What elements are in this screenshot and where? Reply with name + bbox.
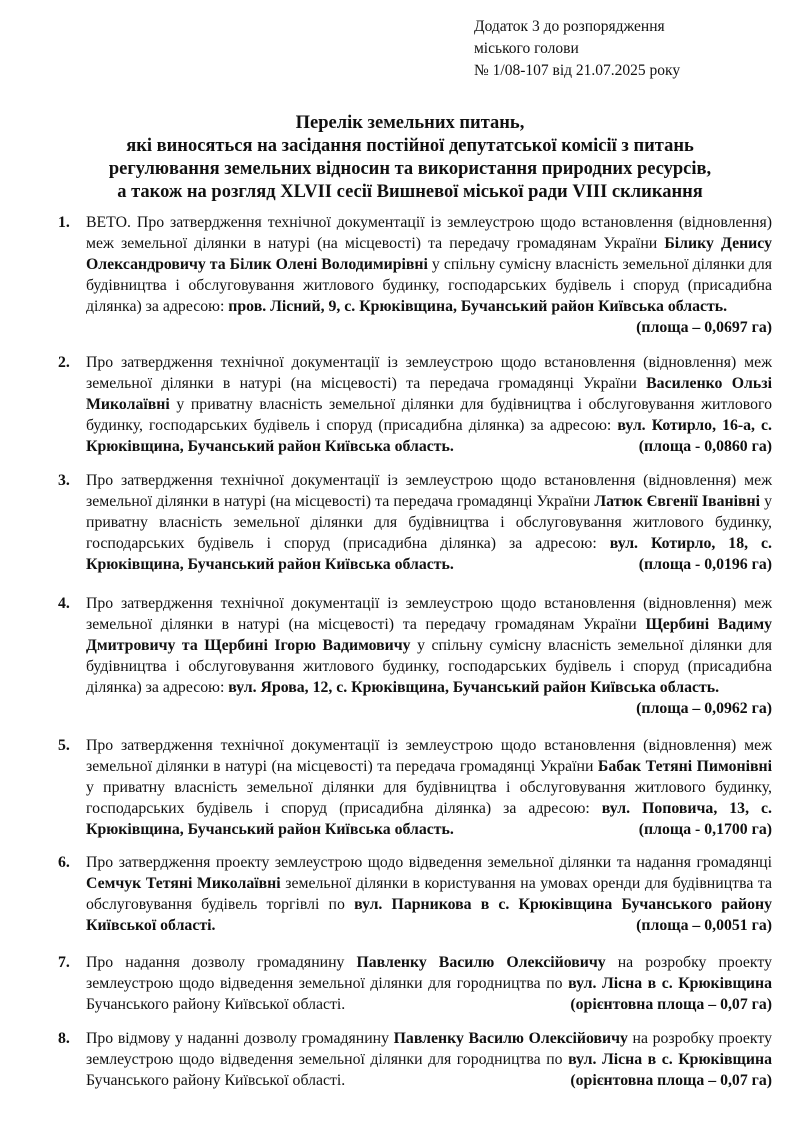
item-address: вул. Поповича, 13, с. Крюківщина, Бучанський район Київська область. bbox=[86, 800, 772, 838]
item-area: (площа - 0,1700 га) bbox=[638, 821, 772, 838]
list-item bbox=[58, 852, 772, 936]
item-area: (площа – 0,0697 га) bbox=[636, 319, 772, 336]
item-text: Про відмову у наданні дозволу громадянину bbox=[86, 1030, 394, 1047]
item-text-cont: у приватну власність земельної ділянки для будівництва і обслуговування житлового будинку, господарських будівель і споруд (присадибна ділянка) за адресою: bbox=[86, 396, 772, 434]
document-title bbox=[40, 112, 780, 204]
item-text-cont: у приватну власність земельної ділянки для будівництва і обслуговування житлового будинку, господарських будівель і споруд (присадибна ділянка) за адресою: bbox=[86, 493, 772, 552]
item-text-cont: у спільну сумісну власність земельної ділянки для будівництва і обслуговування житлового будинку, господарських будівель і споруд (присадибна ділянка) за адресою: bbox=[86, 256, 772, 315]
item-person: Павленку Василю Олексійовичу bbox=[356, 954, 606, 971]
item-text-tail: Бучанського району Київської області. bbox=[86, 1072, 346, 1089]
item-text: Про затвердження технічної документації із землеустрою щодо встановлення (відновлення) меж земельної ділянки в натурі (на місцевості) та передача громадянці України bbox=[86, 472, 772, 510]
item-person: Білику Денису Олександровичу та Білик Олені Володимирівні bbox=[86, 235, 772, 273]
list-item bbox=[58, 470, 772, 575]
item-text: Про затвердження технічної документації із землеустрою щодо встановлення (відновлення) меж земельної ділянки в натурі (на місцевості) та передача громадянці України bbox=[86, 737, 772, 775]
item-area: (орієнтовна площа – 0,07 га) bbox=[570, 1072, 772, 1089]
title-line-2: які виносяться на засідання постійної депутатської комісії з питань bbox=[126, 136, 694, 156]
item-text-cont: на розробку проекту землеустрою щодо відведення земельної ділянки для городництва по bbox=[86, 954, 772, 992]
item-number: 4. bbox=[58, 595, 70, 612]
item-number: 7. bbox=[58, 954, 70, 971]
item-number: 1. bbox=[58, 214, 70, 231]
item-address: вул. Котирло, 18, с. Крюківщина, Бучанський район Київська область. bbox=[86, 535, 772, 573]
item-text-tail: Бучанського району Київської області. bbox=[86, 996, 346, 1013]
item-text-cont: на розробку проекту землеустрою щодо відведення земельної ділянки для городництва по bbox=[86, 1030, 772, 1068]
item-address: вул. Котирло, 16-а, с. Крюківщина, Бучанський район Київська область. bbox=[86, 417, 772, 455]
title-line-4: а також на розгляд XLVII сесії Вишневої міської ради VIII скликання bbox=[117, 182, 703, 202]
item-address: вул. Парникова в с. Крюківщина Бучанського району Київської області. bbox=[86, 896, 772, 934]
list-item bbox=[58, 212, 772, 338]
item-address: вул. Лісна в с. Крюківщина bbox=[568, 1051, 772, 1068]
item-area: (площа - 0,0196 га) bbox=[638, 556, 772, 573]
addendum-line-3: № 1/08-107 від 21.07.2025 року bbox=[474, 62, 681, 79]
list-item bbox=[58, 952, 772, 1015]
item-person: Павленку Василю Олексійовичу bbox=[393, 1030, 628, 1047]
item-text-cont: у спільну сумісну власність земельної ділянки для будівництва і обслуговування житлового будинку, господарських будівель і споруд (присадибна ділянка) за адресою: bbox=[86, 637, 772, 696]
item-number: 8. bbox=[58, 1030, 70, 1047]
item-number: 5. bbox=[58, 737, 70, 754]
item-number: 3. bbox=[58, 472, 70, 489]
item-number: 2. bbox=[58, 354, 70, 371]
item-person: Латюк Євгенії Іванівні bbox=[594, 493, 760, 510]
item-text: Про надання дозволу громадянину bbox=[86, 954, 357, 971]
list-item bbox=[58, 735, 772, 840]
item-address: вул. Лісна в с. Крюківщина bbox=[568, 975, 772, 992]
addendum-header bbox=[474, 16, 680, 82]
list-item bbox=[58, 352, 772, 457]
item-area: (площа – 0,0051 га) bbox=[636, 917, 772, 934]
item-area: (площа - 0,0860 га) bbox=[638, 438, 772, 455]
addendum-line-1: Додаток 3 до розпорядження bbox=[474, 18, 665, 35]
item-number: 6. bbox=[58, 854, 70, 871]
item-address: пров. Лісний, 9, с. Крюківщина, Бучанський район Київська область. bbox=[228, 298, 728, 315]
list-item bbox=[58, 593, 772, 719]
item-text: Про затвердження проекту землеустрою щодо відведення земельної ділянки та надання громадянці bbox=[86, 854, 772, 871]
item-text: Про затвердження технічної документації із землеустрою щодо встановлення (відновлення) меж земельної ділянки в натурі (на місцевості) та передачу громадянам України bbox=[86, 595, 772, 633]
item-person: Бабак Тетяні Пимонівні bbox=[597, 758, 772, 775]
title-line-3: регулювання земельних відносин та використання природних ресурсів, bbox=[108, 159, 712, 179]
item-text-cont: у приватну власність земельної ділянки для будівництва і обслуговування житлового будинку, господарських будівель і споруд (присадибна ділянка) за адресою: bbox=[86, 779, 772, 817]
item-text-cont: земельної ділянки в користування на умовах оренди для будівництва та обслуговування будівель торгівлі по bbox=[86, 875, 772, 913]
item-area: (площа – 0,0962 га) bbox=[636, 700, 772, 717]
addendum-line-2: міського голови bbox=[474, 40, 579, 57]
item-person: Василенко Ользі Миколаївні bbox=[86, 375, 772, 413]
item-text: Про затвердження технічної документації із землеустрою щодо встановлення (відновлення) меж земельної ділянки в натурі (на місцевості) та передача громадянці України bbox=[86, 354, 772, 392]
title-line-1: Перелік земельних питань, bbox=[295, 113, 525, 133]
item-person: Семчук Тетяні Миколаївні bbox=[86, 875, 281, 892]
list-item bbox=[58, 1028, 772, 1091]
item-area: (орієнтовна площа – 0,07 га) bbox=[570, 996, 772, 1013]
item-address: вул. Ярова, 12, с. Крюківщина, Бучанський район Київська область. bbox=[228, 679, 720, 696]
item-person: Щербині Вадиму Дмитровичу та Щербині Ігорю Вадимовичу bbox=[86, 616, 772, 654]
item-text: ВЕТО. Про затвердження технічної документації із землеустрою щодо встановлення (відновлення) меж земельної ділянки в натурі (на місцевості) та передачу громадянам України bbox=[86, 214, 772, 252]
